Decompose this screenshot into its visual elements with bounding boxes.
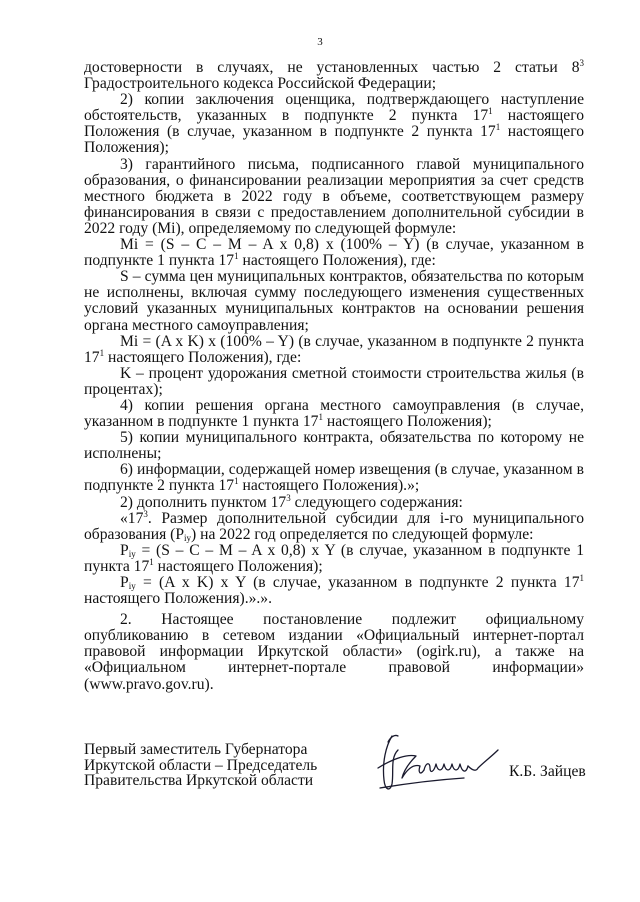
signatory-title-line: Иркутской области – Председатель <box>84 756 318 774</box>
paragraph-p5 <box>84 269 584 333</box>
paragraph-p15 <box>84 612 584 692</box>
superscript: 3 <box>286 492 291 503</box>
paragraph-p8 <box>84 398 584 430</box>
text-run: K – процент удорожания сметной стоимости строительства жилья (в процентах); <box>84 364 584 398</box>
text-run: 3) гарантийного письма, подписанного главой муниципального образования, о финансировании реализации мероприятия за счет средств местного бюджета в 2022 году в объеме, соответствующем размеру финансирования в связи с предоставлением дополнительной субсидии в 2022 году (Mi), определяемому по следующей формуле: <box>84 155 584 237</box>
text-run: S – сумма цен муниципальных контрактов, обязательства по которым не исполнены, включая сумму последующего изменения существенных условий указанных муниципальных контрактов на основании решения органа местного самоуправления; <box>84 268 584 334</box>
signatory-title-line: Правительства Иркутской области <box>84 772 314 789</box>
superscript: 1 <box>149 556 154 567</box>
text-run: = (A x K) x Y (в случае, указанном в подпункте 2 пункта 17 <box>135 574 580 591</box>
text-run: настоящего Положения), где: <box>104 348 302 366</box>
text-run: следующего содержания: <box>290 493 463 511</box>
text-run: Градостроительного кодекса Российской Федерации; <box>84 75 437 93</box>
text-run: 6) информации, содержащей номер извещения (в случае, указанном в подпункте 2 пункта 17 <box>84 461 584 495</box>
paragraph-p10 <box>84 462 584 494</box>
text-run: Mi = (A x K) x (100% – Y) (в случае, указанном в подпункте 2 пункта 17 <box>84 332 584 366</box>
superscript: 1 <box>579 573 584 583</box>
paragraph-p12 <box>84 508 584 543</box>
superscript: 1 <box>234 251 239 262</box>
superscript: 1 <box>99 347 105 358</box>
superscript: 1 <box>234 476 239 487</box>
text-run: P <box>120 574 129 591</box>
text-run: настоящего Положения).»; <box>238 477 420 495</box>
text-run: «17 <box>120 509 144 527</box>
text-run: Mi = (S – C – M – A x 0,8) x (100% – Y) (в случае, указанном в подпункте 1 пункта 17 <box>84 236 584 270</box>
paragraph-p13 <box>84 543 584 575</box>
paragraph-p11 <box>84 492 584 511</box>
text-run: настоящего Положения), где: <box>238 252 436 270</box>
text-run: 2. Настоящее постановление подлежит официальному опубликованию в сетевом издании «Официальный интернет-портал правовой информации Иркутской области» (ogirk.ru), а также на «Официальном интернет-портале правовой информации» (www.pravo.gov.ru). <box>84 611 584 693</box>
text-run: достоверности в случаях, не установленных частью 2 статьи 8 <box>84 59 580 76</box>
text-run: 4) копии решения органа местного самоуправления (в случае, указанном в подпункте 1 пункта 17 <box>84 396 584 431</box>
text-run: ) на 2022 год определяется по следующей формуле: <box>191 525 534 543</box>
text-run: P <box>120 541 129 559</box>
text-run: . Размер дополнительной субсидии для i-го муниципального образования (P <box>84 509 584 543</box>
superscript: 1 <box>488 106 493 117</box>
subscript: iy <box>128 548 136 559</box>
text-run: 2) дополнить пунктом 17 <box>120 493 287 511</box>
superscript: 1 <box>495 122 501 133</box>
text-run: настоящего Положения (в случае, указанном в подпункте 2 пункта 17 <box>84 107 584 141</box>
page-number: 3 <box>317 36 323 48</box>
superscript: 3 <box>579 58 584 68</box>
text-run: 5) копии муниципального контракта, обязательства по которому не исполнены; <box>84 429 584 463</box>
superscript: 3 <box>143 508 148 519</box>
handwritten-signature <box>364 728 504 800</box>
signatory-name: К.Б. Зайцев <box>509 763 586 780</box>
paragraph-p7 <box>84 366 584 398</box>
document-body <box>84 60 584 693</box>
paragraph-p14 <box>84 575 584 607</box>
paragraph-p6 <box>84 334 584 366</box>
text-run: настоящего Положения).».». <box>84 590 272 608</box>
text-run: = (S – C – M – A x 0,8) x Y (в случае, указанном в подпункте 1 пункта 17 <box>84 541 584 575</box>
paragraph-p3 <box>84 157 584 237</box>
text-run: 2) копии заключения оценщика, подтверждающего наступление обстоятельств, указанных в подпункте 2 пункта 17 <box>84 91 584 125</box>
subscript: iy <box>128 581 136 591</box>
text-run: настоящего Положения); <box>84 123 584 157</box>
paragraph-p9 <box>84 430 584 462</box>
signatory-title-line: Первый заместитель Губернатора <box>84 741 308 758</box>
superscript: 1 <box>318 412 323 423</box>
text-run: настоящего Положения); <box>322 413 492 431</box>
paragraph-p4 <box>84 237 584 269</box>
text-run: настоящего Положения); <box>153 557 323 575</box>
paragraph-p1 <box>84 60 584 92</box>
paragraph-p2 <box>84 92 584 156</box>
signatory-position <box>84 742 317 789</box>
subscript: iy <box>184 532 192 543</box>
